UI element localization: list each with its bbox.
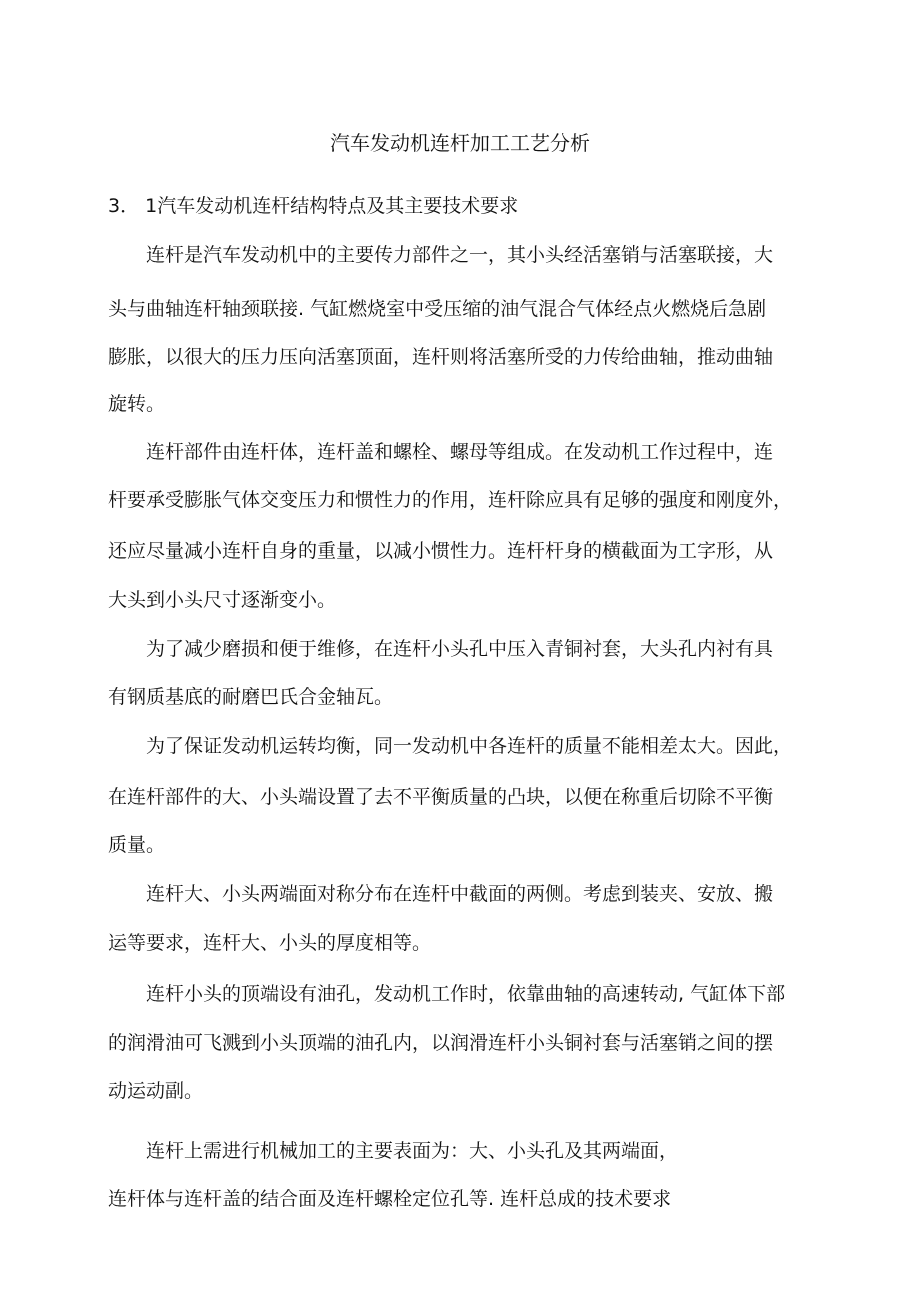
paragraph-line: 还应尽量减小连杆自身的重量，以减小惯性力。连杆杆身的横截面为工字形，从 [108,540,774,562]
paragraph-line: 旋转。 [108,393,166,415]
paragraph-line: 膨胀，以很大的压力压向活塞顶面，连杆则将活塞所受的力传给曲轴，推动曲轴 [108,346,774,368]
paragraph-line: 连杆大、小头两端面对称分布在连杆中截面的两侧。考虑到装夹、安放、搬 [146,883,774,905]
paragraph-line: 连杆部件由连杆体，连杆盖和螺栓、螺母等组成。在发动机工作过程中，连 [146,441,774,463]
paragraph-line: 杆要承受膨胀气体交变压力和惯性力的作用，连杆除应具有足够的强度和刚度外， [108,489,793,511]
paragraph-line: 为了保证发动机运转均衡，同一发动机中各连杆的质量不能相差太大。因此， [146,735,793,757]
paragraph-line: 头与曲轴连杆轴颈联接. 气缸燃烧室中受压缩的油气混合气体经点火燃烧后急剧 [108,298,767,320]
paragraph-line: 质量。 [108,834,166,856]
paragraph-line: 连杆是汽车发动机中的主要传力部件之一，其小头经活塞销与活塞联接，大 [146,244,774,266]
paragraph-line: 连杆小头的顶端设有油孔，发动机工作时，依靠曲轴的高速转动, 气缸体下部 [146,983,786,1005]
paragraph-line: 动运动副。 [108,1080,204,1102]
section-heading: 3． 1汽车发动机连杆结构特点及其主要技术要求 [108,195,519,217]
paragraph-line: 大头到小头尺寸逐渐变小。 [108,589,337,611]
paragraph-line: 在连杆部件的大、小头端设置了去不平衡质量的凸块，以便在称重后切除不平衡 [108,786,774,808]
paragraph-line: 连杆体与连杆盖的结合面及连杆螺栓定位孔等. 连杆总成的技术要求 [108,1188,672,1210]
paragraph-line: 为了减少磨损和便于维修，在连杆小头孔中压入青铜衬套，大头孔内衬有具 [146,638,774,660]
paragraph-line: 运等要求，连杆大、小头的厚度相等。 [108,932,432,954]
paragraph-line: 有钢质基底的耐磨巴氏合金轴瓦。 [108,686,394,708]
paragraph-line: 的润滑油可飞溅到小头顶端的油孔内，以润滑连杆小头铜衬套与活塞销之间的摆 [108,1032,774,1054]
document-title: 汽车发动机连杆加工工艺分析 [330,131,590,155]
paragraph-line: 连杆上需进行机械加工的主要表面为：大、小头孔及其两端面， [146,1140,679,1162]
